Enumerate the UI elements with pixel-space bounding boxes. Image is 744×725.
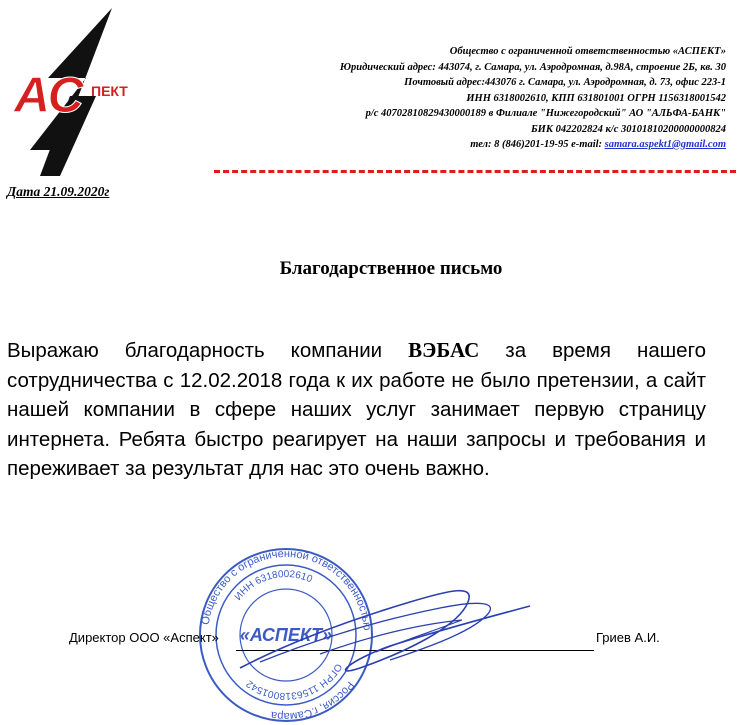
handwritten-signature	[199, 547, 580, 723]
letter-title: Благодарственное письмо	[279, 258, 503, 279]
stamp-inn-text: ИНН 6318002610	[232, 568, 314, 603]
body-part-1: Выражаю благодарность компании	[7, 339, 409, 362]
letter-title-wrap	[0, 258, 744, 280]
header-line-postal-address: Почтовый адрес:443076 г. Самара, ул. Аэродромная, д. 73, офис 223-1	[404, 77, 726, 88]
stamp-center-text: «АСПЕКТ»	[239, 625, 333, 645]
header-divider	[214, 170, 736, 173]
header-line-bik: БИК 042202824 к/с 30101810200000000824	[531, 123, 726, 135]
email-link[interactable]: samara.aspekt1@gmail.com	[604, 139, 726, 150]
logo-suffix: ПЕКТ	[91, 83, 128, 99]
header-line-inn: ИНН 6318002610, КПП 631801001 ОГРН 1156318001542	[466, 92, 726, 104]
letter-body	[7, 336, 706, 484]
header-phone: тел: 8 (846)201-19-95 e-mail:	[470, 139, 605, 150]
director-name: Гриев А.И.	[596, 630, 660, 645]
logo-letters: АС	[14, 67, 84, 123]
company-header	[246, 44, 726, 153]
director-title: Директор ООО «Аспект»	[69, 630, 219, 645]
stamp-outer-text: Общество с ограниченной ответственностью	[199, 547, 373, 632]
document-date: Дата 21.09.2020г	[7, 184, 110, 199]
header-line-legal-address: Юридический адрес: 443074, г. Самара, ул. Аэродромная, д.98А, строение 2Б, кв. 30	[339, 61, 726, 73]
header-line-bank-account: р/с 40702810829430000189 в Филиале "Нижегородский" АО "АЛЬФА-БАНК"	[365, 108, 726, 119]
header-line-company: Общество с ограниченной ответственностью «АСПЕКТ»	[449, 46, 726, 57]
body-part-2: за время нашего сотрудничества с 12.02.2018 года к их работе не было претензии, а сайт нашей компании в сфере наших услуг занимает первую страницу интернета. Ребята быстро реагирует на наши запросы и требования и переживает за результат для нас это очень важно.	[7, 339, 706, 480]
stamp-city-text: Россия, г.Самара	[270, 679, 357, 723]
signature-block	[0, 540, 744, 723]
stamp-ogrn-text: ОГРН 1156318001542	[244, 661, 344, 702]
body-company-name: ВЭБАС	[408, 338, 480, 362]
company-logo	[0, 0, 150, 180]
header-line-contact	[246, 137, 726, 153]
